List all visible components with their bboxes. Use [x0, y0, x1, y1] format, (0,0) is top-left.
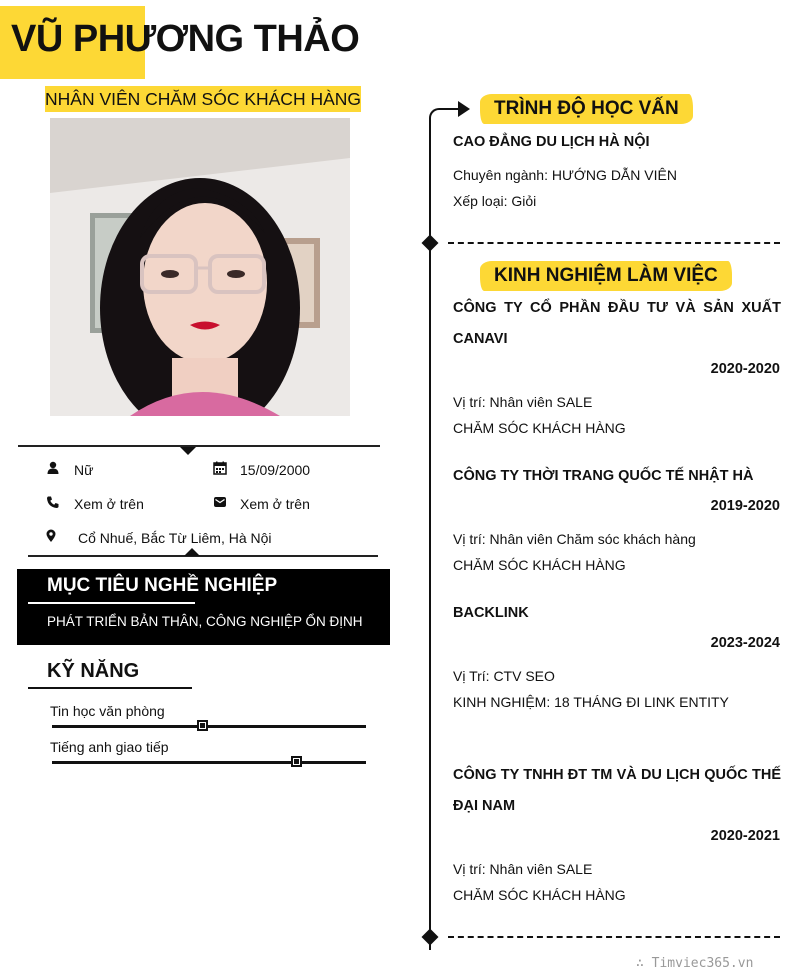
- job-description: CHĂM SÓC KHÁCH HÀNG: [453, 557, 626, 573]
- envelope-icon: [213, 495, 227, 509]
- phone-icon: [46, 495, 60, 509]
- education-title: TRÌNH ĐỘ HỌC VẤN: [480, 94, 693, 124]
- job-company: CÔNG TY CỔ PHẦN ĐẦU TƯ VÀ SẢN XUẤT: [453, 300, 781, 316]
- job-years: 2020-2021: [710, 828, 780, 844]
- job-company-line2: CANAVI: [453, 331, 508, 347]
- skill-label-office: Tin học văn phòng: [50, 703, 165, 719]
- watermark-text: ∴ Timviec365.vn: [636, 956, 754, 971]
- job-company: CÔNG TY THỜI TRANG QUỐC TẾ NHẬT HÀ: [453, 468, 754, 484]
- job-description: CHĂM SÓC KHÁCH HÀNG: [453, 887, 626, 903]
- job-position: Vị trí: Nhân viên SALE: [453, 394, 593, 410]
- school-name: CAO ĐẲNG DU LỊCH HÀ NỘI: [453, 134, 650, 150]
- education-major: Chuyên ngành: HƯỚNG DẪN VIÊN: [453, 167, 677, 183]
- job-title: NHÂN VIÊN CHĂM SÓC KHÁCH HÀNG: [45, 86, 361, 112]
- timeline-diamond-icon: [422, 235, 439, 252]
- career-objective-title: MỤC TIÊU NGHỀ NGHIỆP: [47, 575, 278, 596]
- job-years: 2023-2024: [710, 635, 780, 651]
- divider-arrow-up: [184, 548, 200, 556]
- experience-title: KINH NGHIỆM LÀM VIỆC: [480, 261, 732, 291]
- job-company: CÔNG TY TNHH ĐT TM VÀ DU LỊCH QUỐC THẾ: [453, 767, 781, 783]
- career-objective-text: PHÁT TRIỂN BẢN THÂN, CÔNG NGHIỆP ỔN ĐỊNH: [47, 614, 363, 629]
- birthday-value: 15/09/2000: [240, 462, 311, 478]
- job-company: BACKLINK: [453, 605, 529, 621]
- gender-value: Nữ: [74, 462, 94, 478]
- info-top-divider: [18, 445, 380, 447]
- divider-arrow-down: [180, 447, 196, 455]
- skill-level-english: [291, 756, 302, 767]
- calendar-icon: [213, 461, 227, 475]
- skills-underline: [28, 687, 192, 689]
- job-years: 2020-2020: [710, 361, 780, 377]
- location-pin-icon: [44, 529, 58, 543]
- address-value: Cổ Nhuế, Bắc Từ Liêm, Hà Nội: [78, 530, 272, 546]
- job-position: Vị Trí: CTV SEO: [453, 668, 555, 684]
- job-description: CHĂM SÓC KHÁCH HÀNG: [453, 420, 626, 436]
- career-objective-underline: [28, 602, 195, 604]
- profile-photo: [50, 118, 350, 416]
- timeline-end-diamond-icon: [422, 929, 439, 946]
- candidate-name: VŨ PHƯƠNG THẢO: [11, 18, 360, 60]
- skills-title: KỸ NĂNG: [47, 660, 140, 682]
- timeline-arrow-icon: [458, 101, 470, 117]
- job-company-line2: ĐẠI NAM: [453, 798, 516, 814]
- job-years: 2019-2020: [710, 498, 780, 514]
- education-rank: Xếp loại: Giỏi: [453, 193, 537, 209]
- user-icon: [46, 461, 60, 475]
- phone-value: Xem ở trên: [74, 496, 144, 512]
- skill-level-office: [197, 720, 208, 731]
- email-value: Xem ở trên: [240, 496, 310, 512]
- skill-track-english: [52, 761, 366, 764]
- portrait-illustration: [50, 118, 350, 416]
- career-objective-box: [17, 569, 390, 645]
- education-dashed-divider: [448, 242, 780, 244]
- skill-label-english: Tiếng anh giao tiếp: [50, 739, 169, 755]
- timeline-bend: [429, 108, 459, 120]
- info-bottom-divider: [28, 555, 378, 557]
- experience-dashed-divider: [448, 936, 780, 938]
- job-description: KINH NGHIỆM: 18 THÁNG ĐI LINK ENTITY: [453, 694, 729, 710]
- job-position: Vị trí: Nhân viên SALE: [453, 861, 593, 877]
- skill-track-office: [52, 725, 366, 728]
- job-position: Vị trí: Nhân viên Chăm sóc khách hàng: [453, 531, 696, 547]
